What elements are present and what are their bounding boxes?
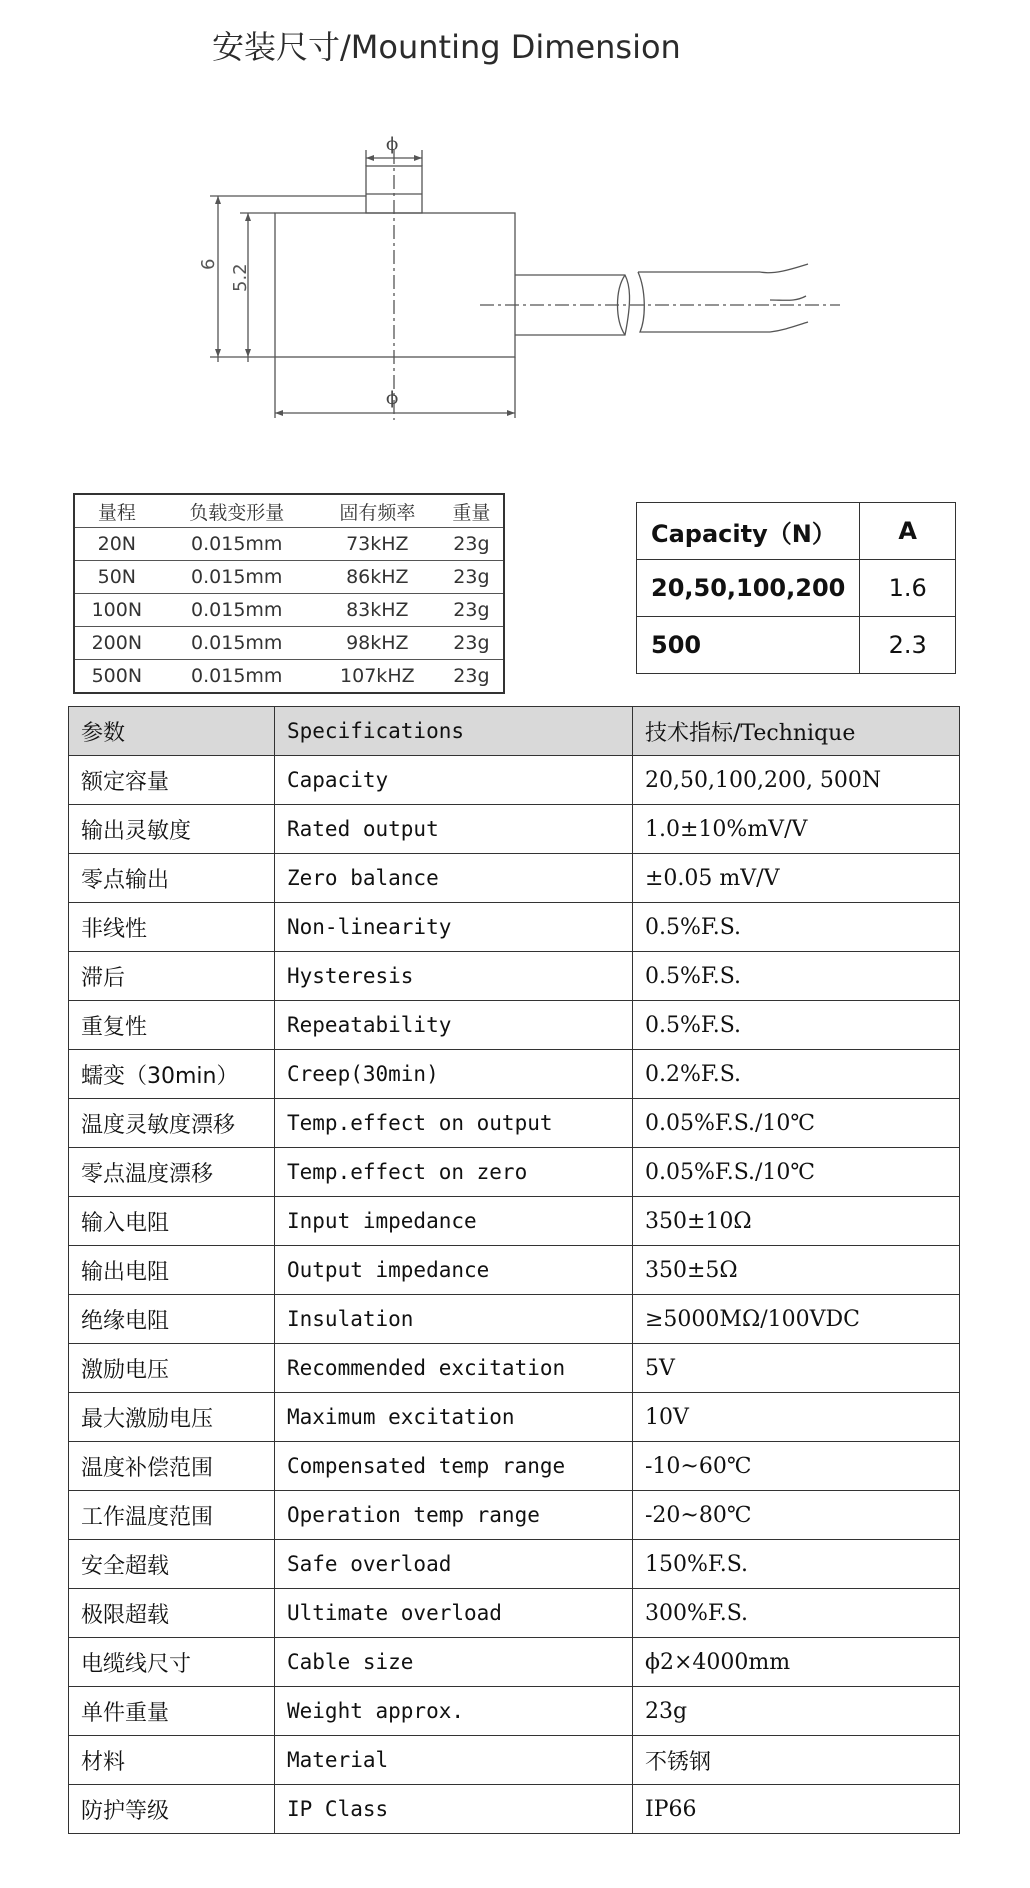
value-cell: 23g <box>633 1687 960 1736</box>
cell: 86kHZ <box>315 561 440 594</box>
table-row <box>69 1785 960 1834</box>
param-cell: 绝缘电阻 <box>69 1295 275 1344</box>
table-row <box>74 528 504 561</box>
table-row <box>69 1197 960 1246</box>
param-cell: 重复性 <box>69 1001 275 1050</box>
cell: 2.3 <box>860 617 956 674</box>
spec-cell: Operation temp range <box>275 1491 633 1540</box>
value-cell: 350±10Ω <box>633 1197 960 1246</box>
value-cell: -20~80℃ <box>633 1491 960 1540</box>
param-cell: 激励电压 <box>69 1344 275 1393</box>
header-range: 量程 <box>74 494 159 528</box>
table-row <box>74 561 504 594</box>
table-row <box>69 1001 960 1050</box>
spec-cell: Creep(30min) <box>275 1050 633 1099</box>
dim-outer-label: 6 <box>198 258 219 270</box>
table-row <box>637 617 956 674</box>
header-capacity: Capacity（N） <box>637 503 860 560</box>
value-cell: 0.5%F.S. <box>633 903 960 952</box>
spec-cell: Capacity <box>275 756 633 805</box>
cell: 23g <box>440 561 504 594</box>
spec-cell: Maximum excitation <box>275 1393 633 1442</box>
param-cell: 防护等级 <box>69 1785 275 1834</box>
table-row <box>74 660 504 694</box>
value-cell: 150%F.S. <box>633 1540 960 1589</box>
capacity-table <box>636 502 956 674</box>
cell: 23g <box>440 660 504 694</box>
param-cell: 输出灵敏度 <box>69 805 275 854</box>
spec-table-body <box>69 756 960 1834</box>
cell: 23g <box>440 627 504 660</box>
spec-cell: Hysteresis <box>275 952 633 1001</box>
table-row <box>69 854 960 903</box>
table-row <box>69 1099 960 1148</box>
param-cell: 温度灵敏度漂移 <box>69 1099 275 1148</box>
value-cell: 1.0±10%mV/V <box>633 805 960 854</box>
header-specifications: Specifications <box>275 707 633 756</box>
spec-cell: Repeatability <box>275 1001 633 1050</box>
param-cell: 蠕变（30min） <box>69 1050 275 1099</box>
param-cell: 安全超载 <box>69 1540 275 1589</box>
spec-cell: Safe overload <box>275 1540 633 1589</box>
value-cell: 0.5%F.S. <box>633 952 960 1001</box>
cell: 200N <box>74 627 159 660</box>
capacity-header-row <box>637 503 956 560</box>
value-cell: 0.5%F.S. <box>633 1001 960 1050</box>
header-parameter: 参数 <box>69 707 275 756</box>
value-cell: ≥5000MΩ/100VDC <box>633 1295 960 1344</box>
param-cell: 电缆线尺寸 <box>69 1638 275 1687</box>
spec-cell: Temp.effect on zero <box>275 1148 633 1197</box>
spec-cell: Recommended excitation <box>275 1344 633 1393</box>
param-cell: 单件重量 <box>69 1687 275 1736</box>
table-row <box>69 805 960 854</box>
cell: 0.015mm <box>159 627 315 660</box>
param-cell: 极限超载 <box>69 1589 275 1638</box>
cell: 20,50,100,200 <box>637 560 860 617</box>
drawing-body <box>275 213 515 357</box>
param-cell: 温度补偿范围 <box>69 1442 275 1491</box>
header-weight: 重量 <box>440 494 504 528</box>
header-technique: 技术指标/Technique <box>633 707 960 756</box>
phi-bottom-label: ϕ <box>386 388 399 409</box>
table-row <box>69 756 960 805</box>
table-row <box>69 1148 960 1197</box>
page-title: 安装尺寸/Mounting Dimension <box>212 28 681 66</box>
deformation-table <box>73 493 505 694</box>
table-row <box>69 952 960 1001</box>
table-row <box>74 594 504 627</box>
param-cell: 材料 <box>69 1736 275 1785</box>
cell: 107kHZ <box>315 660 440 694</box>
table-row <box>69 1491 960 1540</box>
value-cell: 20,50,100,200, 500N <box>633 756 960 805</box>
cell: 23g <box>453 533 490 555</box>
header-frequency: 固有频率 <box>315 494 440 528</box>
value-cell: 300%F.S. <box>633 1589 960 1638</box>
header-a: A <box>860 503 956 560</box>
value-cell: -10~60℃ <box>633 1442 960 1491</box>
phi-top-label: ϕ <box>386 134 399 155</box>
param-cell: 额定容量 <box>69 756 275 805</box>
param-cell: 工作温度范围 <box>69 1491 275 1540</box>
spec-cell: Temp.effect on output <box>275 1099 633 1148</box>
cell: 1.6 <box>860 560 956 617</box>
value-cell: 不锈钢 <box>633 1736 960 1785</box>
value-cell: 0.2%F.S. <box>633 1050 960 1099</box>
table-row <box>69 1687 960 1736</box>
dim-inner-label: 5.2 <box>230 263 251 292</box>
value-cell: 350±5Ω <box>633 1246 960 1295</box>
table-row <box>74 627 504 660</box>
table-row <box>69 1540 960 1589</box>
spec-cell: Cable size <box>275 1638 633 1687</box>
spec-cell: Output impedance <box>275 1246 633 1295</box>
param-cell: 输出电阻 <box>69 1246 275 1295</box>
table-row <box>69 1246 960 1295</box>
cell: 20N <box>97 533 137 555</box>
table-row <box>69 1638 960 1687</box>
param-cell: 零点输出 <box>69 854 275 903</box>
cell: 500N <box>74 660 159 694</box>
table-row <box>69 903 960 952</box>
table-row <box>69 1393 960 1442</box>
table-row <box>69 1442 960 1491</box>
spec-cell: Input impedance <box>275 1197 633 1246</box>
spec-cell: Ultimate overload <box>275 1589 633 1638</box>
table-row <box>69 1050 960 1099</box>
cell: 0.015mm <box>159 561 315 594</box>
cell: 0.015mm <box>191 533 283 555</box>
spec-cell: Material <box>275 1736 633 1785</box>
cell: 23g <box>440 594 504 627</box>
param-cell: 零点温度漂移 <box>69 1148 275 1197</box>
spec-cell: Non-linearity <box>275 903 633 952</box>
value-cell: 0.05%F.S./10℃ <box>633 1148 960 1197</box>
cell: 0.015mm <box>159 594 315 627</box>
spec-cell: Insulation <box>275 1295 633 1344</box>
cell: 100N <box>74 594 159 627</box>
table-row <box>69 1344 960 1393</box>
cell: 83kHZ <box>315 594 440 627</box>
mounting-dimension-drawing <box>0 0 1030 440</box>
spec-cell: Weight approx. <box>275 1687 633 1736</box>
param-cell: 非线性 <box>69 903 275 952</box>
param-cell: 滞后 <box>69 952 275 1001</box>
cell: 98kHZ <box>315 627 440 660</box>
deformation-header-row <box>74 494 504 528</box>
value-cell: ϕ2×4000mm <box>633 1638 960 1687</box>
value-cell: 0.05%F.S./10℃ <box>633 1099 960 1148</box>
header-deformation: 负载变形量 <box>159 494 315 528</box>
cell: 73kHZ <box>346 533 409 555</box>
value-cell: ±0.05 mV/V <box>633 854 960 903</box>
cell: 500 <box>637 617 860 674</box>
param-cell: 输入电阻 <box>69 1197 275 1246</box>
value-cell: 10V <box>633 1393 960 1442</box>
value-cell: 5V <box>633 1344 960 1393</box>
cell: 0.015mm <box>159 660 315 694</box>
cell: 50N <box>74 561 159 594</box>
spec-header-row <box>69 707 960 756</box>
spec-cell: Rated output <box>275 805 633 854</box>
table-row <box>637 560 956 617</box>
spec-cell: IP Class <box>275 1785 633 1834</box>
table-row <box>69 1736 960 1785</box>
value-cell: IP66 <box>633 1785 960 1834</box>
specification-table <box>68 706 960 1834</box>
table-row <box>69 1295 960 1344</box>
table-row <box>69 1589 960 1638</box>
param-cell: 最大激励电压 <box>69 1393 275 1442</box>
spec-cell: Compensated temp range <box>275 1442 633 1491</box>
spec-cell: Zero balance <box>275 854 633 903</box>
